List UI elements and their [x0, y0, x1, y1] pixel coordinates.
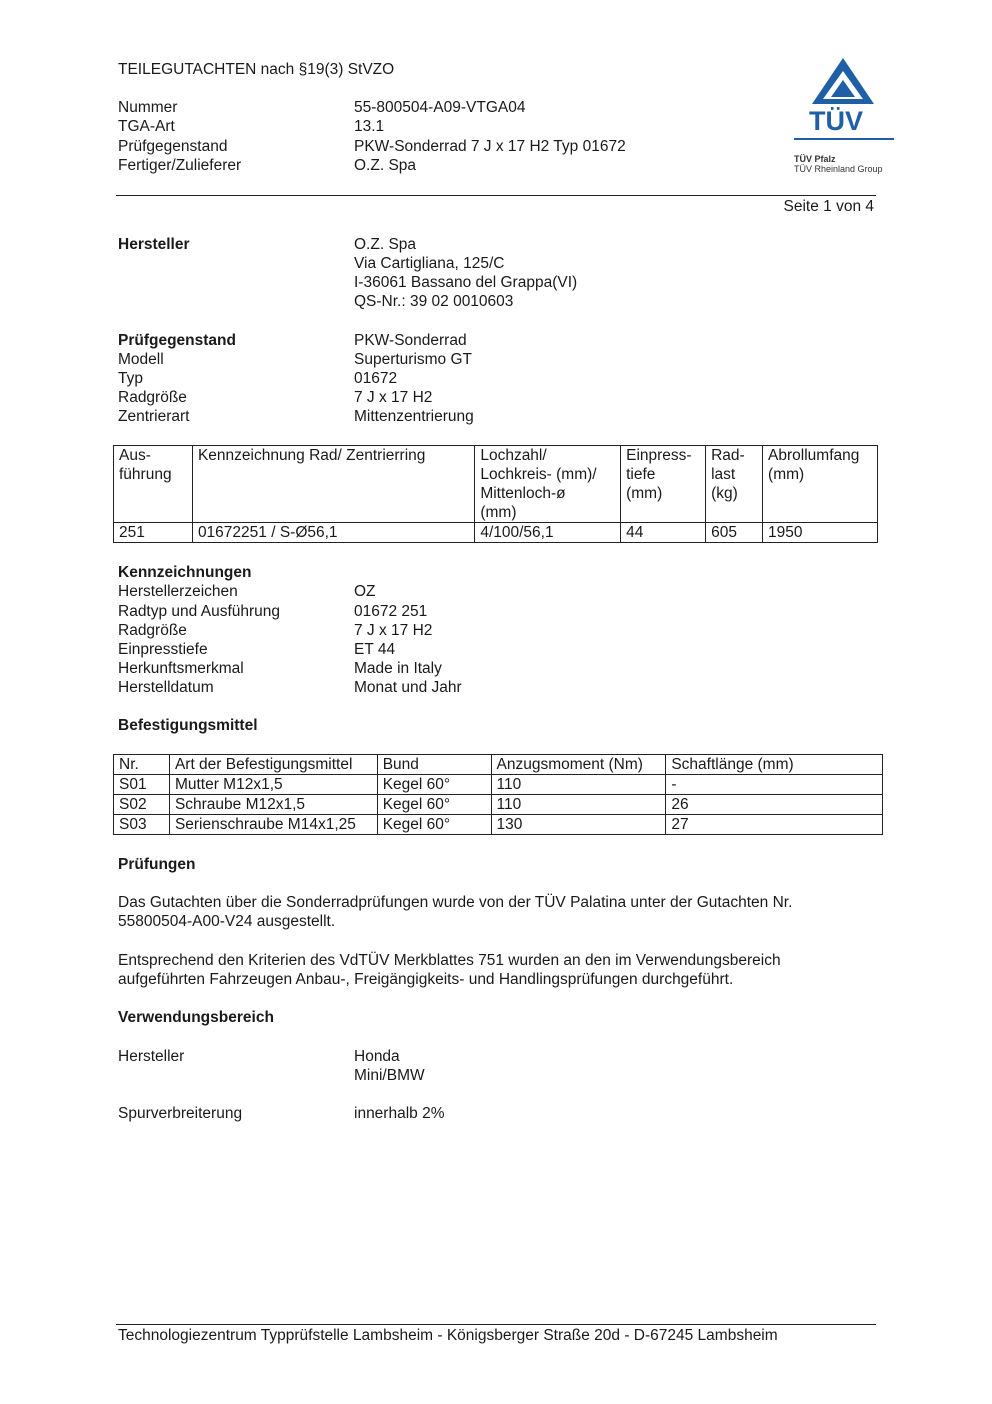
section-heading: Hersteller [118, 236, 190, 253]
logo-divider [794, 138, 894, 140]
tuv-triangle-logo-icon [794, 56, 898, 110]
column-header: Anzugsmoment (Nm) [491, 755, 666, 775]
column-header: Kennzeichnung Rad/ Zentrierring [192, 446, 474, 523]
table-cell: 01672251 / S-Ø56,1 [192, 523, 474, 543]
field-value: innerhalb 2% [354, 1105, 445, 1122]
table-cell: Serienschraube M14x1,25 [169, 815, 377, 835]
pruefgegenstand-section [118, 331, 878, 350]
section-heading: Verwendungsbereich [118, 1009, 274, 1026]
hersteller-section [118, 235, 878, 254]
pruefungen-paragraph-1 [118, 893, 878, 931]
table-cell: 4/100/56,1 [475, 523, 621, 543]
table-header-row [114, 446, 878, 523]
field-label: Spurverbreiterung [118, 1105, 243, 1122]
pruefungen-paragraph-2 [118, 951, 878, 989]
field-value: Superturismo GT [354, 351, 473, 368]
field-value: Honda [354, 1048, 400, 1065]
header-field-tga-art [118, 117, 878, 136]
column-header: Einpress- tiefe (mm) [621, 446, 706, 523]
table-cell: Kegel 60° [377, 815, 491, 835]
field-value: Monat und Jahr [354, 679, 462, 696]
header-field-nummer [118, 98, 878, 117]
field-value: Mittenzentrierung [354, 408, 474, 425]
section-heading: Kennzeichnungen [118, 564, 252, 581]
table-cell: 1950 [763, 523, 878, 543]
paragraph-line: Das Gutachten über die Sonderradprüfungen wurde von der TÜV Palatina unter der Gutachten Nr. [118, 894, 793, 911]
field-label: Fertiger/Zulieferer [118, 157, 242, 174]
field-label: Hersteller [118, 1048, 185, 1065]
table-cell: Schraube M12x1,5 [169, 795, 377, 815]
field-label: Herstelldatum [118, 679, 214, 696]
table-cell: Mutter M12x1,5 [169, 775, 377, 795]
field-value: 55-800504-A09-VTGA04 [354, 99, 526, 116]
field-value: 01672 [354, 370, 398, 387]
document-title: TEILEGUTACHTEN nach §19(3) StVZO [118, 61, 395, 78]
hersteller-line: Via Cartigliana, 125/C [354, 255, 505, 272]
field-label: Herkunftsmerkmal [118, 660, 244, 677]
table-cell: S01 [114, 775, 170, 795]
table-cell: - [666, 775, 883, 795]
table-row [114, 523, 878, 543]
field-label: Radgröße [118, 389, 187, 406]
column-header: Schaftlänge (mm) [666, 755, 883, 775]
rim-table [113, 445, 878, 543]
column-header: Abrollumfang (mm) [763, 446, 878, 523]
table-row [114, 815, 883, 835]
field-label: Modell [118, 351, 164, 368]
section-heading: Prüfungen [118, 856, 196, 873]
field-value: PKW-Sonderrad [354, 332, 467, 349]
tuv-logo-line1: TÜV Pfalz [794, 154, 836, 164]
column-header: Aus- führung [114, 446, 193, 523]
table-cell: 110 [491, 795, 666, 815]
table-cell: 110 [491, 775, 666, 795]
field-value: 01672 251 [354, 603, 428, 620]
fastener-table [113, 754, 883, 835]
field-value: PKW-Sonderrad 7 J x 17 H2 Typ 01672 [354, 138, 626, 155]
column-header: Bund [377, 755, 491, 775]
field-label: Zentrierart [118, 408, 190, 425]
section-heading: Befestigungsmittel [118, 717, 258, 734]
table-header-row [114, 755, 883, 775]
field-label: Typ [118, 370, 143, 387]
section-heading: Prüfgegenstand [118, 332, 236, 349]
table-cell: 605 [706, 523, 763, 543]
hersteller-line: QS-Nr.: 39 02 0010603 [354, 293, 514, 310]
field-value: OZ [354, 583, 376, 600]
paragraph-line: aufgeführten Fahrzeugen Anbau-, Freigängigkeits- und Handlingsprüfungen durchgeführt. [118, 971, 734, 988]
field-value: Made in Italy [354, 660, 442, 677]
field-value: O.Z. Spa [354, 157, 417, 174]
paragraph-line: Entsprechend den Kriterien des VdTÜV Merkblattes 751 wurden an den im Verwendungsbereich [118, 952, 781, 969]
header-divider [116, 195, 876, 196]
field-value: 7 J x 17 H2 [354, 622, 433, 639]
tuv-logo-text: TÜV [809, 106, 863, 136]
table-cell: 27 [666, 815, 883, 835]
table-cell: 130 [491, 815, 666, 835]
footer-text: Technologiezentrum Typprüfstelle Lambsheim - Königsberger Straße 20d - D-67245 Lambsheim [118, 1327, 778, 1344]
field-value: 7 J x 17 H2 [354, 389, 433, 406]
column-header: Rad- last (kg) [706, 446, 763, 523]
footer-divider [116, 1324, 876, 1325]
field-label: Radgröße [118, 622, 187, 639]
field-value: ET 44 [354, 641, 396, 658]
header-field-fertiger [118, 156, 878, 175]
field-value: Mini/BMW [354, 1067, 425, 1084]
hersteller-line: I-36061 Bassano del Grappa(VI) [354, 274, 578, 291]
table-cell: Kegel 60° [377, 795, 491, 815]
table-row [114, 795, 883, 815]
paragraph-line: 55800504-A00-V24 ausgestellt. [118, 913, 336, 930]
column-header: Art der Befestigungsmittel [169, 755, 377, 775]
table-cell: S03 [114, 815, 170, 835]
field-label: TGA-Art [118, 118, 175, 135]
table-cell: Kegel 60° [377, 775, 491, 795]
field-label: Radtyp und Ausführung [118, 603, 281, 620]
table-cell: 26 [666, 795, 883, 815]
header-field-pruefgegenstand [118, 137, 878, 156]
table-cell: 251 [114, 523, 193, 543]
field-label: Nummer [118, 99, 178, 116]
field-label: Einpresstiefe [118, 641, 208, 658]
column-header: Nr. [114, 755, 170, 775]
page-indicator: Seite 1 von 4 [783, 198, 874, 215]
table-cell: 44 [621, 523, 706, 543]
field-label: Herstellerzeichen [118, 583, 238, 600]
table-cell: S02 [114, 795, 170, 815]
table-row [114, 775, 883, 795]
field-label: Prüfgegenstand [118, 138, 228, 155]
field-value: 13.1 [354, 118, 385, 135]
tuv-logo-line2: TÜV Rheinland Group [794, 164, 883, 174]
hersteller-line: O.Z. Spa [354, 236, 417, 253]
tuv-logo [794, 56, 898, 176]
column-header: Lochzahl/ Lochkreis- (mm)/ Mittenloch-ø (mm) [475, 446, 621, 523]
